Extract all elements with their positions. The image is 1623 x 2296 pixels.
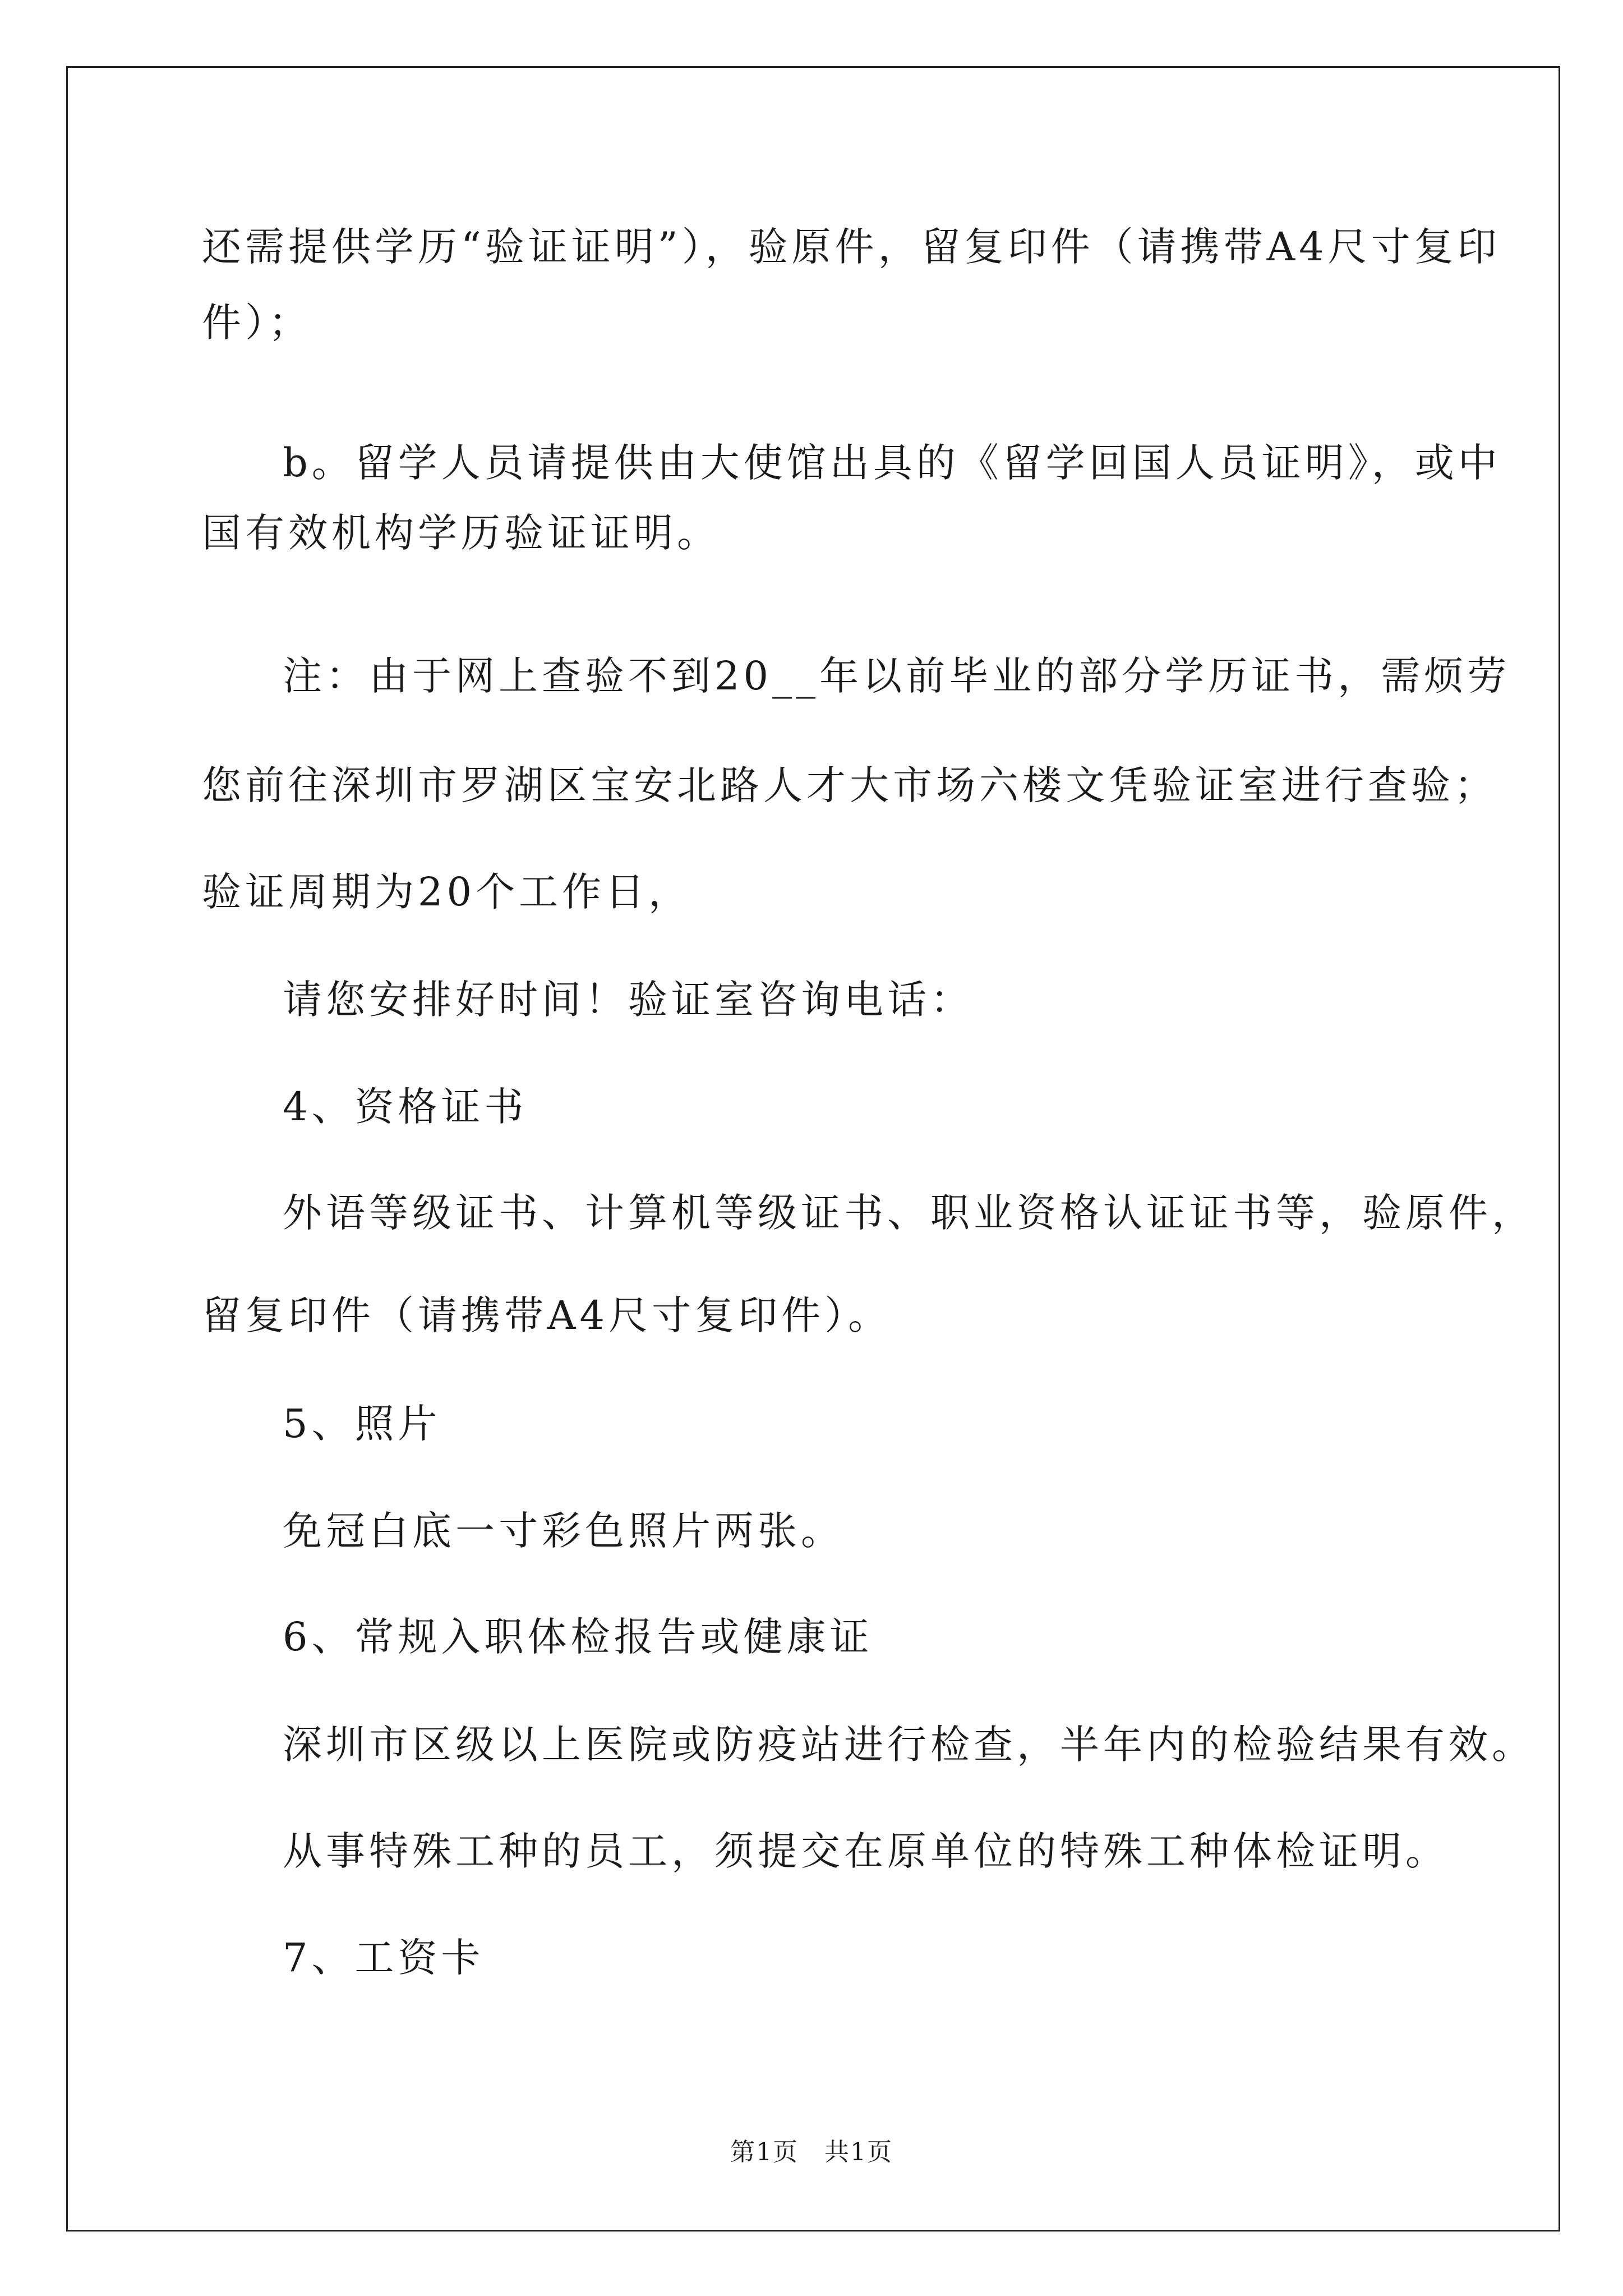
text-line: 请您安排好时间！验证室咨询电话： bbox=[283, 977, 974, 1023]
page-number-footer: 第1页 共1页 bbox=[730, 2138, 893, 2166]
section-heading: 4、资格证书 bbox=[283, 1084, 528, 1130]
text-line: 外语等级证书、计算机等级证书、职业资格认证证书等，验原件， bbox=[283, 1190, 1535, 1236]
section-heading: 7、工资卡 bbox=[283, 1935, 485, 1981]
text-line: 还需提供学历“验证证明”），验原件，留复印件（请携带A4尺寸复印 bbox=[202, 224, 1501, 270]
text-line: 免冠白底一寸彩色照片两张。 bbox=[283, 1508, 844, 1554]
text-line: 国有效机构学历验证证明。 bbox=[202, 510, 720, 556]
text-line: 件）； bbox=[202, 300, 312, 346]
document-body bbox=[202, 0, 1535, 2165]
text-line: 验证周期为20个工作日， bbox=[202, 869, 692, 915]
section-heading: 6、常规入职体检报告或健康证 bbox=[283, 1614, 873, 1660]
text-line: 您前往深圳市罗湖区宝安北路人才大市场六楼文凭验证室进行查验； bbox=[202, 762, 1497, 808]
text-line: 注：由于网上查验不到20__年以前毕业的部分学历证书，需烦劳 bbox=[283, 653, 1511, 699]
text-line: 深圳市区级以上医院或防疫站进行检查，半年内的检验结果有效。 bbox=[283, 1722, 1535, 1768]
text-line: 留复印件（请携带A4尺寸复印件）。 bbox=[202, 1292, 892, 1338]
text-line: 从事特殊工种的员工，须提交在原单位的特殊工种体检证明。 bbox=[283, 1828, 1449, 1874]
section-heading: 5、照片 bbox=[283, 1401, 441, 1447]
text-line: b。留学人员请提供由大使馆出具的《留学回国人员证明》，或中 bbox=[283, 440, 1501, 486]
